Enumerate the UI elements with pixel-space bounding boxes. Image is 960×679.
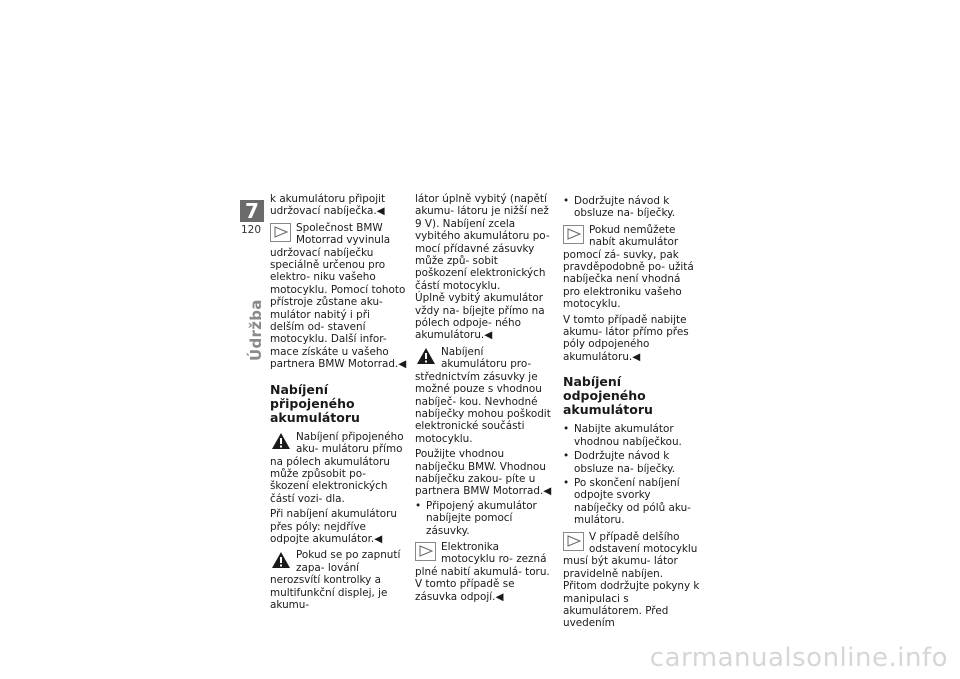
- section-heading: Nabíjení odpojeného akumulátoru: [563, 374, 653, 418]
- list-item: • Dodržujte návod k obsluze na- bíječky.: [563, 450, 700, 475]
- paragraph: látor úplně vybitý (napětí akumu- látoru je nižší než 9 V). Nabíjení zcela vybitého akumulátoru po- mocí přídavné zásuvky může způ- sobit poškození elektronických částí motocyklu.: [415, 193, 550, 292]
- warning-block: Pokud se po zapnutí zapa- lování nerozsvítí kontrolky a multifunkční displej, je akumu-: [270, 549, 401, 611]
- note-block: Elektronika motocyklu ro- zezná plné nabití akumulá- toru. V tomto případě se zásuvka odpojí.◀: [415, 540, 550, 603]
- warning-block: Nabíjení připojeného aku- mulátoru přímo na pólech akumulátoru může způsobit po- škození elektronických částí vozi- dla.: [270, 430, 404, 505]
- warning-icon: [270, 550, 291, 569]
- column-3: [563, 193, 700, 633]
- note-triangle-icon: [563, 225, 584, 244]
- note-block: Pokud nemůžete nabít akumulátor pomocí zá- suvky, pak pravděpodobně po- užitá nabíječka není vhodná pro elektroniku vašeho motocyklu.: [563, 223, 694, 311]
- page-number: 120: [241, 224, 262, 236]
- paragraph: k akumulátoru připojit udržovací nabíječka.◀: [270, 193, 386, 218]
- note-block: V případě delšího odstavení motocyklu musí být akumu- látor pravidelně nabíjen. Přitom dodržujte pokyny k manipulaci s akumulátorem. Před uvedením: [563, 530, 700, 630]
- note-block: Společnost BMW Motorrad vyvinula udržovací nabíječku speciálně určenou pro elektro- niku vašeho motocyklu. Pomocí tohoto přístroje zůstane aku- mulátor nabitý i při delším od- stavení motocyklu. Další infor- mace získáte u vašeho partnera BMW Motorrad.◀: [270, 221, 407, 371]
- bullet-list: [563, 423, 700, 526]
- watermark: carmanualsonline.info: [649, 643, 948, 673]
- paragraph: Při nabíjení akumulátoru přes póly: nejdříve odpojte akumulátor.◀: [270, 508, 397, 545]
- list-item: • Po skončení nabíjení odpojte svorky nabíječky od pólů aku- mulátoru.: [563, 477, 700, 527]
- list-item: • Nabijte akumulátor vhodnou nabíječkou.: [563, 423, 700, 448]
- note-triangle-icon: [563, 532, 584, 551]
- section-heading: Nabíjení připojeného akumulátoru: [270, 381, 360, 425]
- note-triangle-icon: [415, 542, 436, 561]
- paragraph: Úplně vybitý akumulátor vždy na- bíjejte přímo na pólech odpoje- ného akumulátoru.◀: [415, 292, 545, 342]
- paragraph: Použijte vhodnou nabíječku BMW. Vhodnou nabíječku zakou- píte u partnera BMW Motorrad.◀: [415, 448, 552, 498]
- note-triangle-icon: [270, 223, 291, 242]
- warning-block: Nabíjení akumulátoru pro- střednictvím zásuvky je možné pouze s vhodnou nabíječ- kou. Nevhodné nabíječky mohou poškodit elektronické součásti motocyklu.: [415, 345, 551, 445]
- warning-icon: [270, 432, 291, 451]
- list-item: • Připojený akumulátor nabíjejte pomocí zásuvky.: [415, 500, 552, 537]
- list-item: • Dodržujte návod k obsluze na- bíječky.: [563, 195, 700, 220]
- warning-icon: [415, 347, 436, 366]
- column-1: [270, 193, 407, 614]
- column-2: [415, 193, 552, 606]
- chapter-number: 7: [240, 200, 264, 222]
- bullet-list: [563, 195, 700, 220]
- paragraph: V tomto případě nabijte akumu- látor přímo přes póly odpojeného akumulátoru.◀: [563, 313, 689, 363]
- section-label: Údržba: [247, 299, 265, 361]
- bullet-list: [415, 500, 552, 537]
